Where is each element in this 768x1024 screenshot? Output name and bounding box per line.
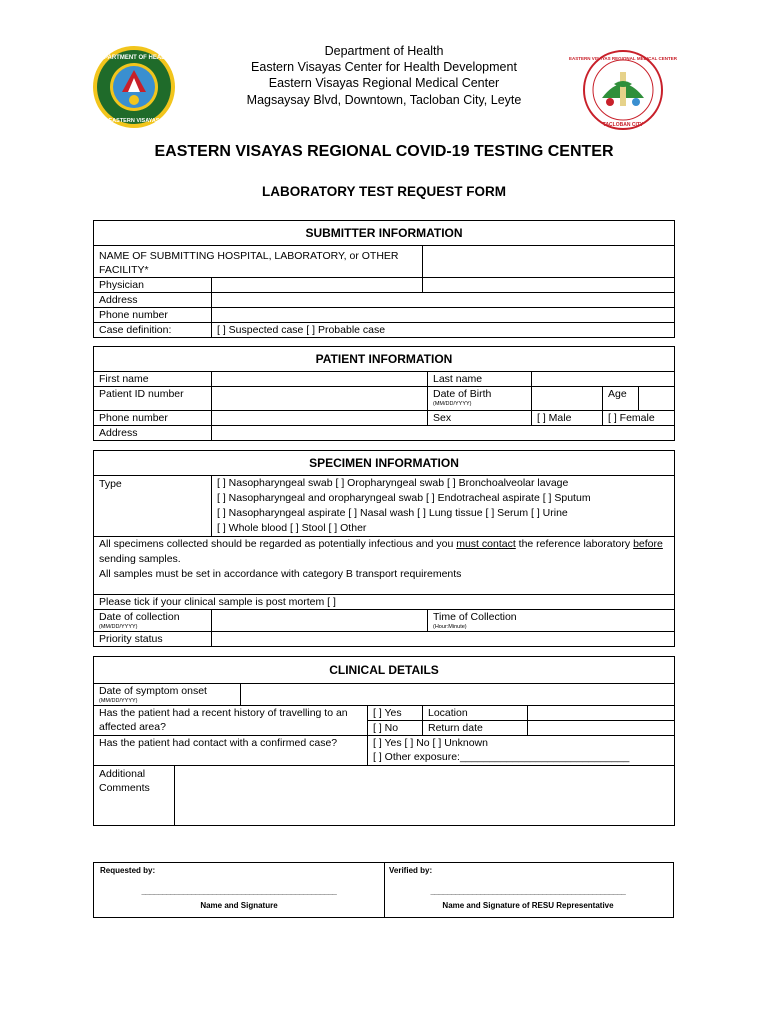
submitter-heading: SUBMITTER INFORMATION (94, 221, 675, 246)
facility-label: NAME OF SUBMITTING HOSPITAL, LABORATORY, or OTHER FACILITY* (94, 246, 423, 278)
symptom-onset-text: Date of symptom onset (99, 685, 207, 697)
clinical-heading: CLINICAL DETAILS (94, 657, 675, 684)
patient-phone-field[interactable] (212, 411, 428, 426)
physician-field-extra[interactable] (423, 278, 675, 293)
submitter-information-table (93, 220, 675, 338)
age-field[interactable] (639, 387, 675, 411)
specimen-type-line-1[interactable]: [ ] Nasopharyngeal swab [ ] Oropharyngeal swab [ ] Bronchoalveolar lavage (217, 477, 569, 489)
physician-label: Physician (94, 278, 212, 293)
contact-question: Has the patient had contact with a confirmed case? (94, 736, 368, 766)
collection-date-label (94, 610, 212, 632)
transport-note: All samples must be set in accordance with category B transport requirements (99, 568, 462, 580)
evrmc-seal-bottom-text: TACLOBAN CITY (602, 122, 644, 128)
dob-format: (MM/DD/YYYY) (433, 401, 472, 407)
additional-comments-label: Additional Comments (94, 766, 175, 826)
specimen-type-options[interactable] (212, 476, 675, 537)
doh-seal-bottom-text: EASTERN VISAYAS (108, 118, 160, 124)
patient-id-field[interactable] (212, 387, 428, 411)
symptom-onset-format: (MM/DD/YYYY) (99, 698, 138, 704)
patient-phone-label: Phone number (94, 411, 212, 426)
sex-male-option[interactable]: [ ] Male (532, 411, 603, 426)
patient-id-label: Patient ID number (94, 387, 212, 411)
location-label: Location (423, 706, 528, 721)
symptom-onset-label (94, 684, 241, 706)
patient-information-table (93, 346, 675, 441)
header-department: Department of Health (324, 44, 444, 58)
verified-by-box[interactable] (383, 862, 674, 918)
first-name-label: First name (94, 372, 212, 387)
header-address: Magsaysay Blvd, Downtown, Tacloban City, Leyte (246, 93, 522, 107)
sex-female-option[interactable]: [ ] Female (603, 411, 675, 426)
collection-time-label[interactable] (428, 610, 675, 632)
patient-address-label: Address (94, 426, 212, 441)
specimen-type-line-4[interactable]: [ ] Whole blood [ ] Stool [ ] Other (217, 522, 367, 534)
form-main-title: EASTERN VISAYAS REGIONAL COVID-19 TESTING CENTER (154, 143, 614, 160)
dob-label (428, 387, 532, 411)
last-name-label: Last name (428, 372, 532, 387)
header-center: Eastern Visayas Center for Health Development (251, 60, 517, 74)
travel-question: Has the patient had a recent history of travelling to an affected area? (94, 706, 368, 736)
collection-date-format: (MM/DD/YYYY) (99, 624, 138, 630)
specimen-type-line-3[interactable]: [ ] Nasopharyngeal aspirate [ ] Nasal wash [ ] Lung tissue [ ] Serum [ ] Urine (217, 507, 568, 519)
doh-seal-top-text: DEPARTMENT OF HEALTH (95, 55, 173, 61)
sex-label: Sex (428, 411, 532, 426)
priority-label: Priority status (94, 632, 212, 647)
specimen-heading: SPECIMEN INFORMATION (94, 451, 675, 476)
collection-time-format: (Hour:Minute) (433, 624, 467, 630)
case-definition-label: Case definition: (94, 323, 212, 338)
specimen-information-table (93, 450, 675, 647)
clinical-details-table (93, 656, 675, 826)
collection-date-text: Date of collection (99, 611, 180, 623)
submitter-phone-label: Phone number (94, 308, 212, 323)
verified-by-label: Verified by: (389, 866, 433, 875)
last-name-field[interactable] (532, 372, 675, 387)
specimen-type-line-2[interactable]: [ ] Nasopharyngeal and oropharyngeal swab [ ] Endotracheal aspirate [ ] Sputum (217, 492, 591, 504)
first-name-field[interactable] (212, 372, 428, 387)
verified-by-caption: Name and Signature of RESU Representative (442, 901, 614, 910)
travel-yes-option[interactable]: [ ] Yes (368, 706, 423, 721)
priority-field[interactable] (212, 632, 675, 647)
collection-date-field[interactable] (212, 610, 428, 632)
specimen-notes (94, 537, 675, 595)
submitter-address-label: Address (94, 293, 212, 308)
return-date-field[interactable] (528, 721, 675, 736)
submitter-address-field[interactable] (212, 293, 675, 308)
contact-yes-no-unknown[interactable]: [ ] Yes [ ] No [ ] Unknown (373, 737, 488, 749)
location-field[interactable] (528, 706, 675, 721)
dob-text: Date of Birth (433, 388, 492, 400)
header-medical-center: Eastern Visayas Regional Medical Center (268, 76, 500, 90)
requested-by-caption: Name and Signature (200, 901, 278, 910)
facility-field[interactable] (423, 246, 675, 278)
post-mortem-checkbox[interactable]: Please tick if your clinical sample is post mortem [ ] (94, 595, 675, 610)
submitter-phone-field[interactable] (212, 308, 675, 323)
evrmc-seal-top-text: EASTERN VISAYAS REGIONAL MEDICAL CENTER (568, 56, 678, 61)
requested-by-box[interactable] (93, 862, 385, 918)
case-definition-options[interactable]: [ ] Suspected case [ ] Probable case (212, 323, 675, 338)
return-date-label: Return date (423, 721, 528, 736)
dob-field[interactable] (532, 387, 603, 411)
requested-by-label: Requested by: (100, 866, 156, 875)
verified-by-signature-line[interactable]: _______________________________________________ (430, 887, 626, 896)
additional-comments-field[interactable] (175, 766, 675, 826)
contact-options[interactable] (368, 736, 675, 766)
age-label: Age (603, 387, 639, 411)
other-exposure-option[interactable]: [ ] Other exposure:_____________________________ (373, 751, 630, 763)
travel-no-option[interactable]: [ ] No (368, 721, 423, 736)
requested-by-signature-line[interactable]: _______________________________________________ (141, 887, 337, 896)
patient-address-field[interactable] (212, 426, 675, 441)
symptom-onset-field[interactable] (241, 684, 675, 706)
patient-heading: PATIENT INFORMATION (94, 347, 675, 372)
physician-field[interactable] (212, 278, 423, 293)
form-subtitle: LABORATORY TEST REQUEST FORM (261, 184, 506, 199)
collection-time-text: Time of Collection (433, 611, 517, 623)
specimen-type-label: Type (94, 476, 212, 537)
infectious-note: All specimens collected should be regarded as potentially infectious and you must contact the reference laboratory before sending samples. (99, 538, 663, 565)
